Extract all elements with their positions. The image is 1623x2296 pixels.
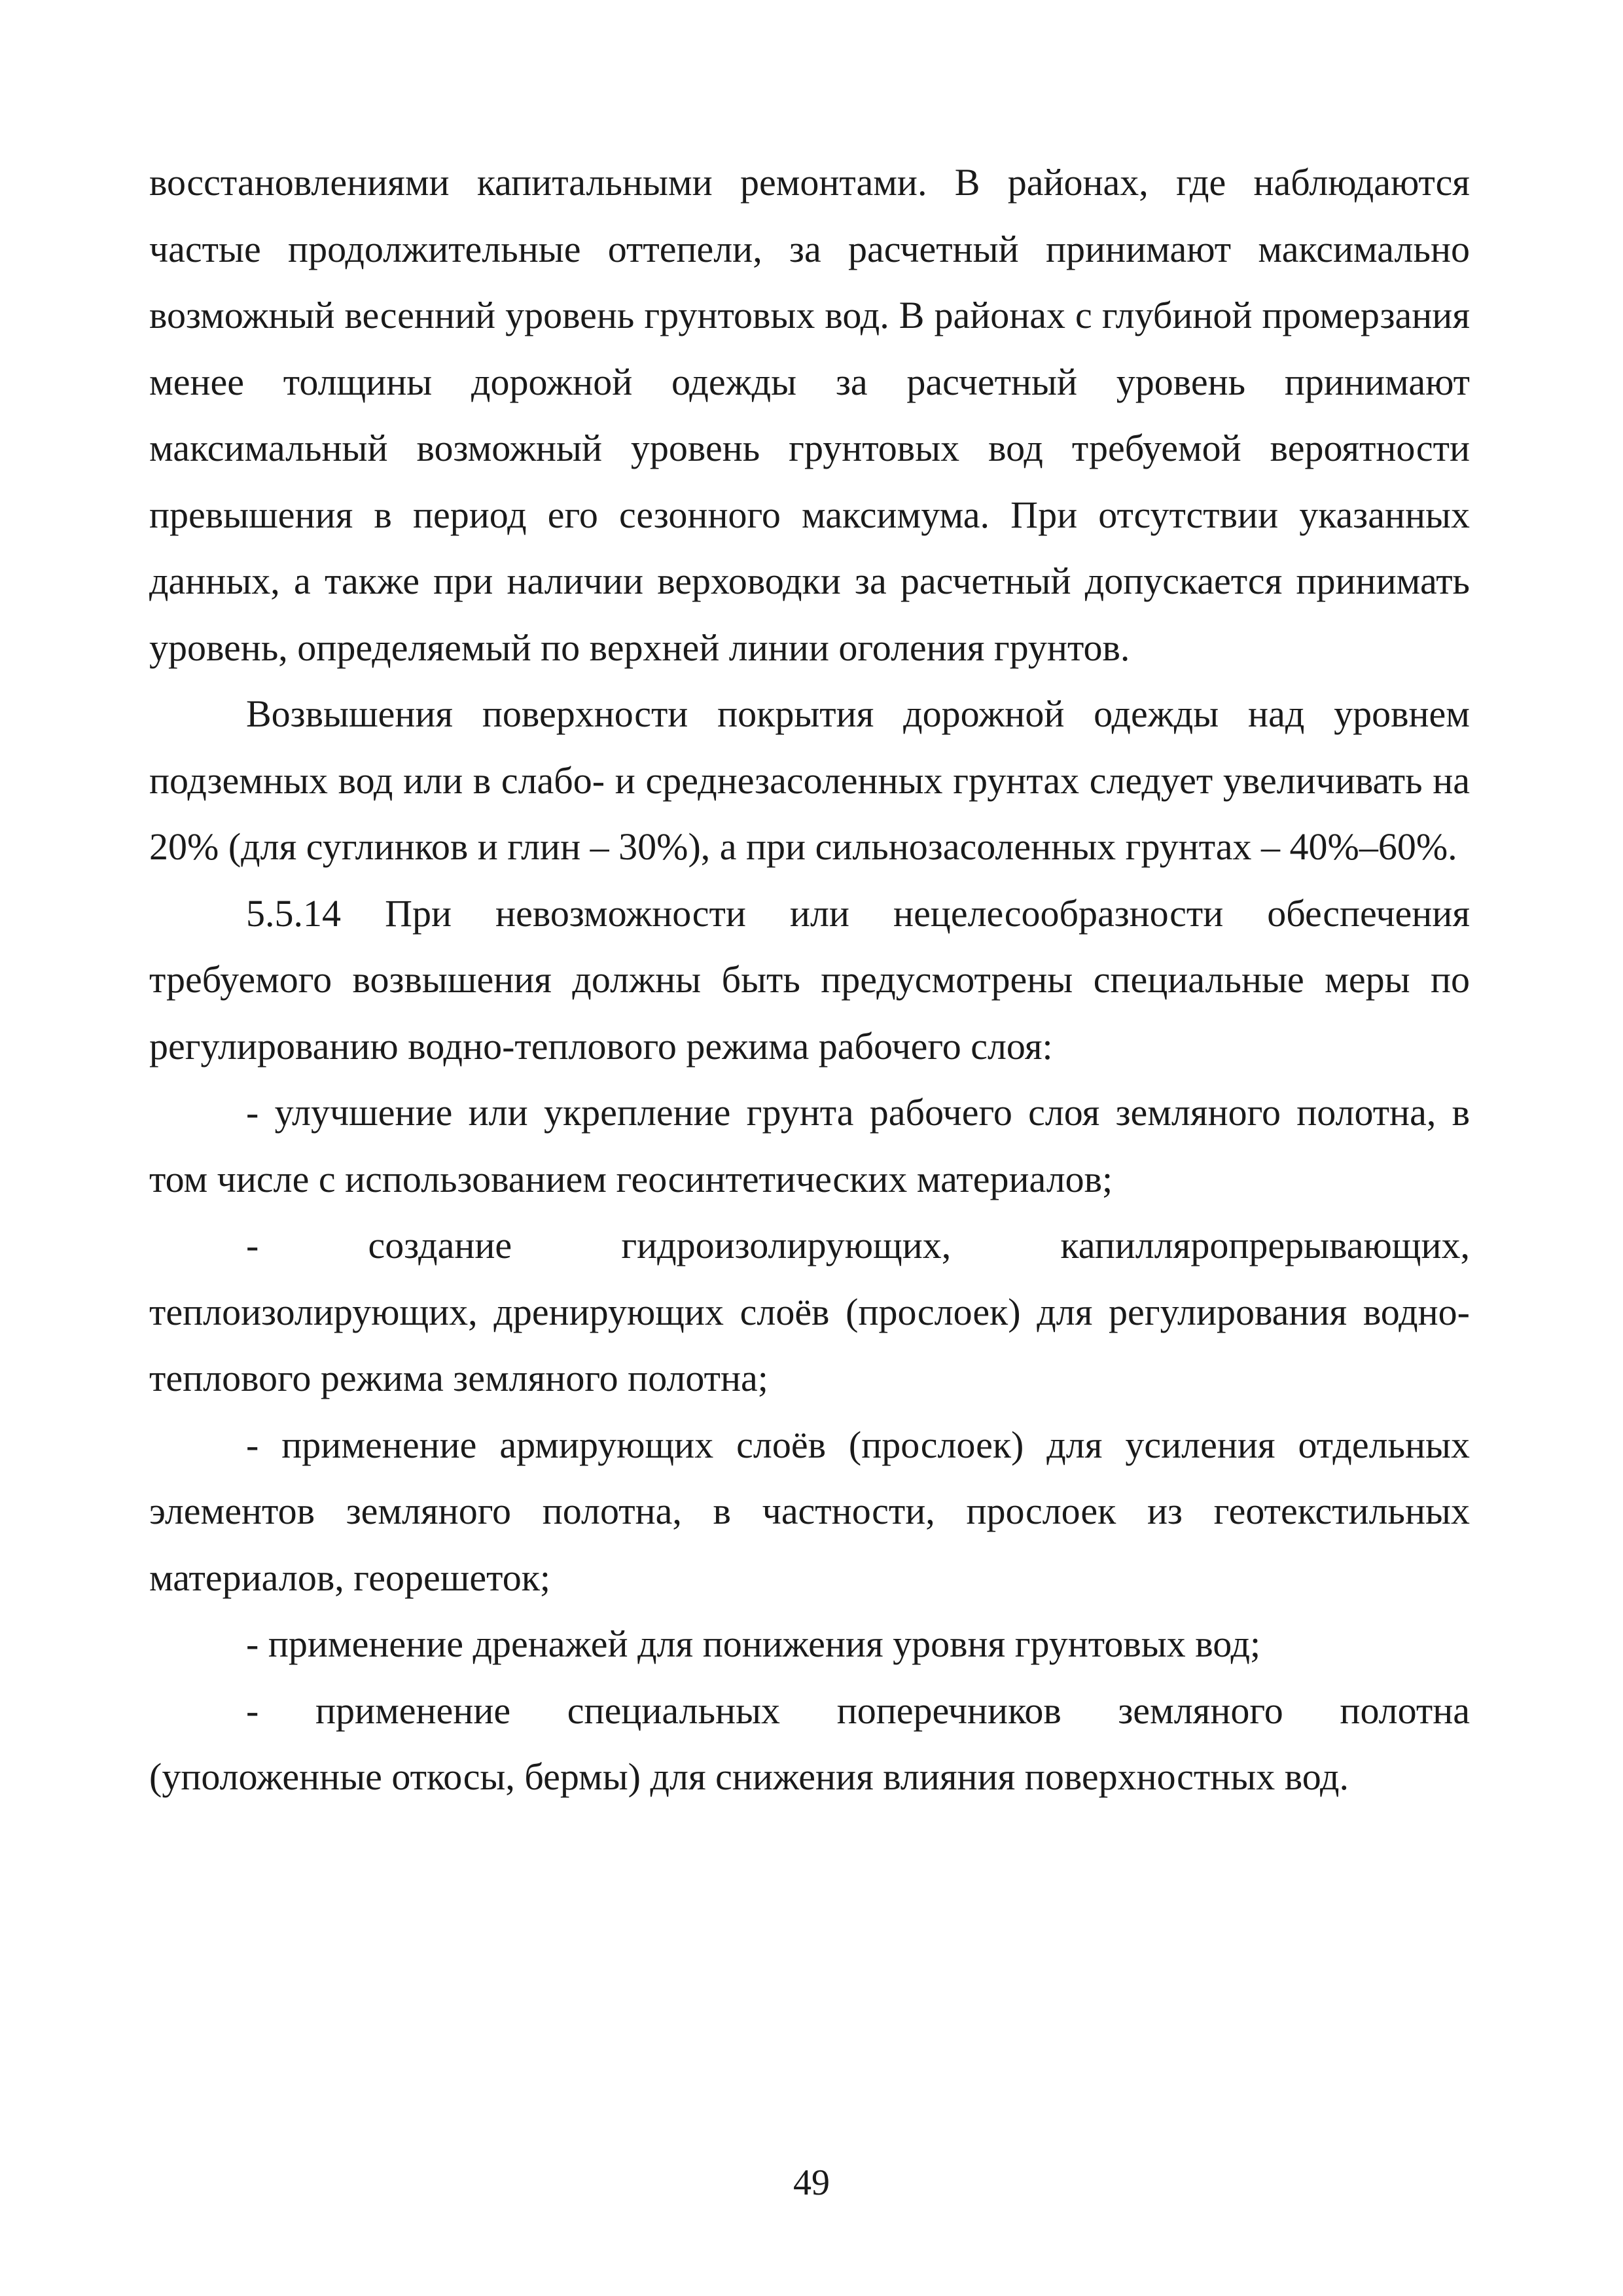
list-item-drainage: - применение дренажей для понижения уровня грунтовых вод; <box>246 1623 1261 1665</box>
list-item-soil-improvement: - улучшение или укрепление грунта рабочего слоя земляного полотна, в том числе с использованием геосинтетических материалов; <box>149 1091 1470 1200</box>
page-body <box>149 149 1470 1810</box>
list-item-reinforcement: - применение армирующих слоёв (прослоек) для усиления отдельных элементов земляного полотна, в частности, прослоек из геотекстильных материалов, георешеток; <box>149 1423 1470 1599</box>
paragraph-elevation: Возвышения поверхности покрытия дорожной одежды над уровнем подземных вод или в слабо- и среднезасоленных грунтах следует увеличивать на 20% (для суглинков и глин – 30%), а при сильнозасоленных грунтах – 40%–60%. <box>149 692 1470 868</box>
list-item-cross-sections: - применение специальных поперечников земляного полотна (уположенные откосы, бермы) для снижения влияния поверхностных вод. <box>149 1689 1470 1798</box>
page-number: 49 <box>793 2162 830 2203</box>
list-item-layers: - создание гидроизолирующих, капилляропрерывающих, теплоизолирующих, дренирующих слоёв (прослоек) для регулирования водно-теплового режима земляного полотна; <box>149 1224 1470 1399</box>
paragraph-section-5-5-14: 5.5.14 При невозможности или нецелесообразности обеспечения требуемого возвышения должны быть предусмотрены специальные меры по регулированию водно-теплового режима рабочего слоя: <box>149 891 1470 1067</box>
paragraph-continued: восстановлениями капитальными ремонтами. В районах, где наблюдаются частые продолжительные оттепели, за расчетный принимают максимально возможный весенний уровень грунтовых вод. В районах с глубиной промерзания менее толщины дорожной одежды за расчетный уровень принимают максимальный возможный уровень грунтовых вод требуемой вероятности превышения в период его сезонного максимума. При отсутствии указанных данных, а также при наличии верховодки за расчетный допускается принимать уровень, определяемый по верхней линии оголения грунтов. <box>149 161 1470 669</box>
